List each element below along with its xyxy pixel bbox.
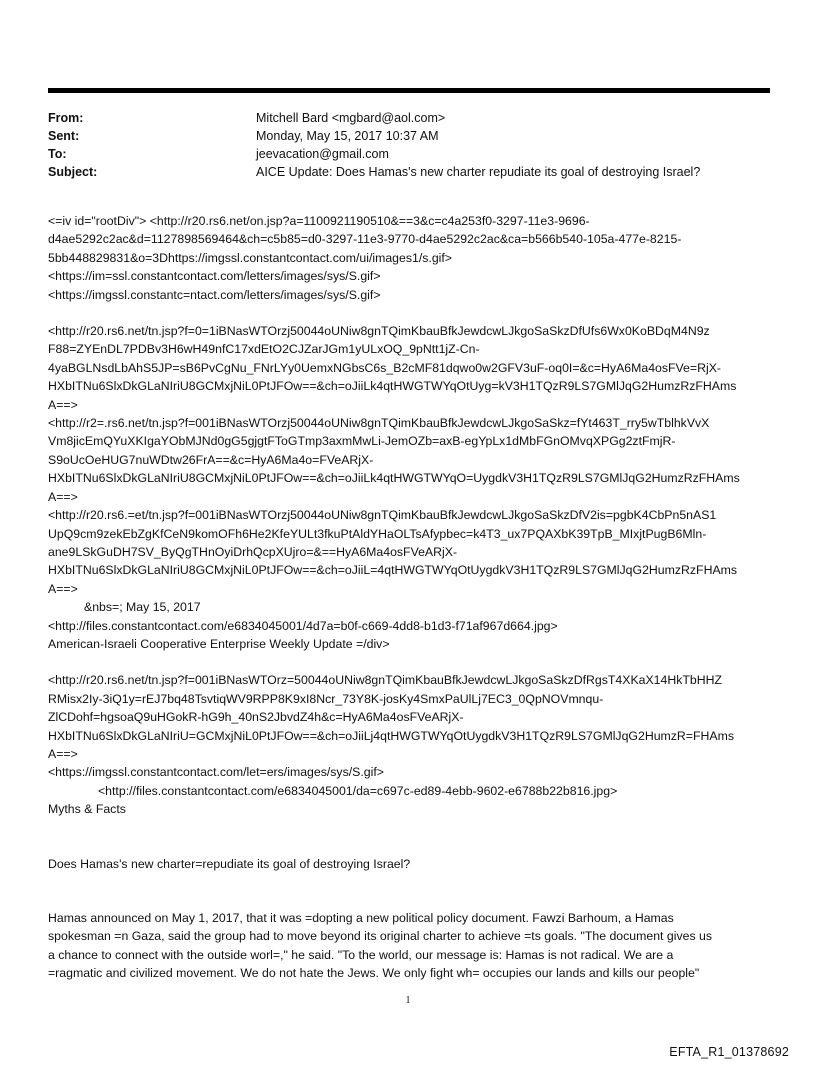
url-block-1 xyxy=(48,212,778,304)
body-line: HXbITNu6SlxDkGLaNIriU8GCMxjNiL0PtJFOw==&ch=oJiiLk4qtHWGTWYqOtUyg=kV3H1TQzR9LS7GMlJqG2HumzRzFHAms xyxy=(48,379,737,394)
myths-label: Myths & Facts xyxy=(48,802,126,817)
question-heading: Does Hamas's new charter=repudiate its goal of destroying Israel? xyxy=(48,856,411,871)
body-line: RMisx2Iy-3iQ1y=rEJ7bq48TsvtiqWV9RPP8K9xI8Ncr_73Y8K-josKy4SmxPaUlLj7EC3_0QpNOVmnqu- xyxy=(48,691,604,706)
body-line: ZlCDohf=hgsoaQ9uHGokR-hG9h_40nS2JbvdZ4h&c=HyA6Ma4osFVeARjX- xyxy=(48,710,464,725)
sent-label: Sent: xyxy=(48,129,80,143)
from-value: Mitchell Bard <mgbard@aol.com> xyxy=(256,111,446,125)
from-label: From: xyxy=(48,111,84,125)
body-line: HXbITNu6SlxDkGLaNIriU=GCMxjNiL0PtJFOw==&ch=oJiiLj4qtHWGTWYqOtUygdkV3H1TQzR9LS7GMlJqG2HumzR=FHAms xyxy=(48,728,734,743)
body-line: ane9LSkGuDH7SV_ByQgTHnOyiDrhQcpXUjro=&==HyA6Ma4osFVeARjX- xyxy=(48,544,458,559)
email-header xyxy=(48,109,770,181)
body-line: 4yaBGLNsdLbAhS5JP=sB6PvCgNu_FNrLYy0UemxNGbsC6s_B2cMF81dqwo0w2GFV3uF-oq0I=&c=HyA6Ma4osFVe=RjX- xyxy=(48,360,721,375)
subject-value: AICE Update: Does Hamas's new charter repudiate its goal of destroying Israel? xyxy=(256,165,701,179)
url-block-2 xyxy=(48,322,778,598)
to-row xyxy=(48,145,770,163)
url-block-4 xyxy=(48,671,778,781)
subject-row xyxy=(48,163,770,181)
body-line: d4ae5292c2ac&d=1127898569464&ch=c5b85=d0-3297-11e3-9770-d4ae5292c2ac&ca=b566b540-105a-477e-8215- xyxy=(48,232,682,247)
bates-number: EFTA_R1_01378692 xyxy=(669,1045,789,1059)
body-line: A==> xyxy=(48,581,78,596)
body-line: HXbITNu6SlxDkGLaNIriU8GCMxjNiL0PtJFOw==&ch=oJiiLk4qtHWGTWYqO=UygdkV3H1TQzR9LS7GMlJqG2HumzRzFHAms xyxy=(48,471,740,486)
subject-label: Subject: xyxy=(48,165,98,179)
body-line: a chance to connect with the outside worl=," he said. "To the world, our message is: Hamas is not radical. We are a xyxy=(48,947,674,962)
body-line: F88=ZYEnDL7PDBv3H6wH49nfC17xdEtO2CJZarJGm1yULxOQ_9pNtt1jZ-Cn- xyxy=(48,342,480,357)
body-line: Hamas announced on May 1, 2017, that it was =dopting a new political policy document. Fawzi Barhoum, a Hamas xyxy=(48,911,674,925)
body-line: spokesman =n Gaza, said the group had to move beyond its original charter to achieve =ts goals. "The document gives us xyxy=(48,929,712,944)
body-line: A==> xyxy=(48,397,78,412)
body-paragraph xyxy=(48,909,778,983)
body-line: =ragmatic and civilized movement. We do not hate the Jews. We only fight wh= occupies our lands and kills our people" xyxy=(48,966,700,981)
date-line: &nbs=; May 15, 2017 xyxy=(84,600,201,615)
email-body xyxy=(48,212,778,983)
body-line: American-Israeli Cooperative Enterprise Weekly Update =/div> xyxy=(48,636,390,651)
body-line: Vm8jicEmQYuXKIgaYObMJNd0gG5gjgtFToGTmp3axmMwLi-JemOZb=axB-egYpLx1dMbFGnOMvqXPGg2ztFmjR- xyxy=(48,434,676,449)
body-line: UpQ9cm9zekEbZgKfCeN9komOFh6He2KfeYULt3fkuPtAldYHaOLTsAfypbec=k4T3_ux7PQAXbK39TpB_MIxjtPugB6Mln- xyxy=(48,526,707,541)
body-line: <http://r2=.rs6.net/tn.jsp?f=001iBNasWTOrzj50044oUNiw8gnTQimKbauBfkJewdcwLJkgoSaSkz=fYt463T_rry5wTblhkVvX xyxy=(48,416,710,431)
sent-row xyxy=(48,127,770,145)
sent-value: Monday, May 15, 2017 10:37 AM xyxy=(256,129,439,143)
body-line: 5bb448829831&o=3Dhttps://imgssl.constantcontact.com/ui/images1/s.gif> xyxy=(48,250,452,265)
body-line: <https://imgssl.constantcontact.com/let=ers/images/sys/S.gif> xyxy=(48,765,384,780)
body-line: <http://files.constantcontact.com/e6834045001/4d7a=b0f-c669-4dd8-b1d3-f71af967d664.jpg> xyxy=(48,618,558,633)
body-line: <=iv id="rootDiv"> <http://r20.rs6.net/on.jsp?a=1100921190510&==3&c=c4a253f0-3297-11e3-9696- xyxy=(48,214,590,228)
page-number: 1 xyxy=(405,995,411,1006)
body-line: <http://r20.rs6.net/tn.jsp?f=001iBNasWTOrz=50044oUNiw8gnTQimKbauBfkJewdcwLJkgoSaSkzDfRgsT4XKaX14HkTbHHZ xyxy=(48,673,723,688)
body-line: S9oUcOeHUG7nuWDtw26FrA==&c=HyA6Ma4o=FVeARjX- xyxy=(48,452,374,467)
body-line: <https://imgssl.constantc=ntact.com/letters/images/sys/S.gif> xyxy=(48,287,381,302)
body-line: A==> xyxy=(48,746,78,761)
from-row xyxy=(48,109,770,127)
header-rule xyxy=(48,88,770,93)
body-line: A==> xyxy=(48,489,78,504)
url-block-3 xyxy=(48,617,778,654)
body-line: <http://r20.rs6.net/tn.jsp?f=0=1iBNasWTOrzj50044oUNiw8gnTQimKbauBfkJewdcwLJkgoSaSkzDfUfs6Wx0KoBDqM4N9z xyxy=(48,324,710,339)
body-line: <http://r20.rs6.=et/tn.jsp?f=001iBNasWTOrzj50044oUNiw8gnTQimKbauBfkJewdcwLJkgoSaSkzDfV2is=pgbK4CbPn5nAS1 xyxy=(48,508,717,523)
to-value: jeevacation@gmail.com xyxy=(256,147,389,161)
body-line: <https://im=ssl.constantcontact.com/letters/images/sys/S.gif> xyxy=(48,269,381,284)
image-line: <http://files.constantcontact.com/e6834045001/da=c697c-ed89-4ebb-9602-e6788b22b816.jpg> xyxy=(98,783,618,798)
to-label: To: xyxy=(48,147,67,161)
body-line: HXbITNu6SlxDkGLaNIriU8GCMxjNiL0PtJFOw==&ch=oJiiL=4qtHWGTWYqOtUygdkV3H1TQzR9LS7GMlJqG2HumzRzFHAms xyxy=(48,563,738,578)
